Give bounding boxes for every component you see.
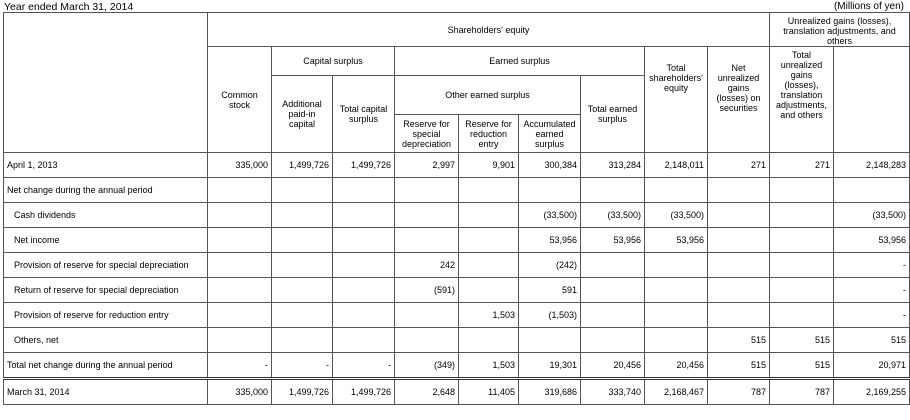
cell-net-unrealized-gains [708,253,770,278]
cell-total-earned-surplus [581,303,645,328]
cell-total-unrealized [770,203,834,228]
cell-accumulated-earned-surplus: (33,500) [519,203,581,228]
cell-total-capital-surplus: - [333,353,395,379]
cell-reserve-reduction-entry [459,228,519,253]
row-label: Provision of reserve for special depreciation [4,253,208,278]
cell-accumulated-earned-surplus: 319,686 [519,379,581,405]
header-other-earned-surplus: Other earned surplus [395,76,581,115]
table-row [4,228,910,253]
cell-total-unrealized [770,228,834,253]
cell-additional-paid-in [272,253,333,278]
row-label: Others, net [4,328,208,353]
cell-total-capital-surplus [333,178,395,203]
cell-additional-paid-in: 1,499,726 [272,153,333,178]
cell-total-net-assets: 2,148,283 [834,153,910,178]
cell-accumulated-earned-surplus: 19,301 [519,353,581,379]
cell-reserve-reduction-entry [459,278,519,303]
cell-total-earned-surplus: 333,740 [581,379,645,405]
cell-reserve-special-depreciation [395,203,459,228]
cell-total-shareholders-equity [645,253,708,278]
cell-total-earned-surplus: (33,500) [581,203,645,228]
row-label: March 31, 2014 [4,379,208,405]
cell-net-unrealized-gains [708,303,770,328]
cell-reserve-special-depreciation: 2,997 [395,153,459,178]
header-shareholders-equity: Shareholders' equity [208,13,770,47]
cell-total-net-assets: 53,956 [834,228,910,253]
cell-total-capital-surplus [333,228,395,253]
cell-total-earned-surplus [581,253,645,278]
cell-common-stock: 335,000 [208,153,272,178]
header-total-unrealized: Total unrealized gains (losses), translation adjustments, and others [770,47,834,153]
row-label: Cash dividends [4,203,208,228]
cell-reserve-reduction-entry [459,253,519,278]
cell-total-earned-surplus [581,328,645,353]
table-row [4,203,910,228]
cell-total-earned-surplus: 53,956 [581,228,645,253]
cell-reserve-special-depreciation: 2,648 [395,379,459,405]
cell-accumulated-earned-surplus [519,178,581,203]
table-row [4,379,910,405]
cell-total-unrealized: 515 [770,328,834,353]
header-total-earned-surplus: Total earned surplus [581,76,645,153]
header-common-stock: Common stock [208,47,272,153]
cell-accumulated-earned-surplus: 53,956 [519,228,581,253]
table-row [4,328,910,353]
cell-total-capital-surplus [333,303,395,328]
cell-total-unrealized [770,253,834,278]
cell-total-shareholders-equity: (33,500) [645,203,708,228]
row-label: Net income [4,228,208,253]
cell-reserve-special-depreciation [395,328,459,353]
label-column-header [4,13,208,153]
header-total-shareholders-equity: Total shareholders' equity [645,47,708,153]
cell-total-unrealized: 515 [770,353,834,379]
cell-common-stock [208,328,272,353]
cell-total-earned-surplus [581,278,645,303]
cell-additional-paid-in [272,228,333,253]
cell-total-net-assets: 20,971 [834,353,910,379]
cell-common-stock: 335,000 [208,379,272,405]
cell-total-shareholders-equity [645,178,708,203]
table-row [4,153,910,178]
cell-net-unrealized-gains [708,228,770,253]
cell-reserve-reduction-entry: 11,405 [459,379,519,405]
row-label: Provision of reserve for reduction entry [4,303,208,328]
cell-total-shareholders-equity: 20,456 [645,353,708,379]
cell-reserve-special-depreciation [395,178,459,203]
cell-net-unrealized-gains: 271 [708,153,770,178]
cell-total-shareholders-equity [645,303,708,328]
cell-common-stock [208,278,272,303]
cell-reserve-special-depreciation [395,303,459,328]
header-additional-paid-in: Additional paid-in capital [272,76,333,153]
cell-total-net-assets: 2,169,255 [834,379,910,405]
cell-additional-paid-in: - [272,353,333,379]
cell-reserve-reduction-entry [459,328,519,353]
cell-common-stock [208,303,272,328]
row-label: Total net change during the annual period [4,353,208,379]
cell-total-capital-surplus [333,278,395,303]
table-row [4,253,910,278]
units-note: (Millions of yen) [833,1,904,12]
cell-total-earned-surplus: 313,284 [581,153,645,178]
table-row [4,353,910,379]
cell-total-capital-surplus [333,253,395,278]
cell-net-unrealized-gains [708,203,770,228]
cell-total-unrealized [770,303,834,328]
cell-additional-paid-in [272,303,333,328]
cell-additional-paid-in [272,178,333,203]
cell-total-shareholders-equity: 2,148,011 [645,153,708,178]
cell-reserve-reduction-entry: 1,503 [459,303,519,328]
cell-reserve-reduction-entry [459,203,519,228]
header-total-capital-surplus: Total capital surplus [333,76,395,153]
header-reserve-reduction-entry: Reserve for reduction entry [459,115,519,153]
cell-common-stock [208,228,272,253]
cell-total-unrealized [770,278,834,303]
cell-total-shareholders-equity [645,328,708,353]
cell-accumulated-earned-surplus [519,328,581,353]
table-body [4,153,910,405]
cell-reserve-special-depreciation: (349) [395,353,459,379]
header-accumulated-earned-surplus: Accumulated earned surplus [519,115,581,153]
cell-total-shareholders-equity [645,278,708,303]
cell-total-net-assets: 515 [834,328,910,353]
cell-total-net-assets: (33,500) [834,203,910,228]
header-reserve-special-depreciation: Reserve for special depreciation [395,115,459,153]
cell-accumulated-earned-surplus: 591 [519,278,581,303]
cell-total-unrealized: 787 [770,379,834,405]
header-capital-surplus: Capital surplus [272,47,395,76]
cell-common-stock [208,203,272,228]
cell-total-shareholders-equity: 53,956 [645,228,708,253]
table-row [4,278,910,303]
cell-additional-paid-in [272,203,333,228]
cell-reserve-reduction-entry: 9,901 [459,153,519,178]
table-row [4,178,910,203]
cell-reserve-special-depreciation: (591) [395,278,459,303]
cell-reserve-special-depreciation [395,228,459,253]
cell-total-net-assets [834,178,910,203]
row-label: Return of reserve for special depreciation [4,278,208,303]
cell-total-net-assets: - [834,253,910,278]
cell-total-earned-surplus: 20,456 [581,353,645,379]
cell-net-unrealized-gains [708,278,770,303]
cell-net-unrealized-gains: 515 [708,328,770,353]
cell-reserve-special-depreciation: 242 [395,253,459,278]
cell-total-capital-surplus: 1,499,726 [333,379,395,405]
cell-additional-paid-in: 1,499,726 [272,379,333,405]
header-unrealized-group: Unrealized gains (losses), translation adjustments, and others [770,13,910,47]
cell-net-unrealized-gains: 515 [708,353,770,379]
cell-common-stock [208,253,272,278]
cell-reserve-reduction-entry [459,178,519,203]
table-row [4,303,910,328]
header-earned-surplus: Earned surplus [395,47,645,76]
cell-net-unrealized-gains [708,178,770,203]
cell-total-shareholders-equity: 2,168,467 [645,379,708,405]
cell-total-unrealized: 271 [770,153,834,178]
cell-total-net-assets: - [834,278,910,303]
cell-total-capital-surplus [333,328,395,353]
row-label: Net change during the annual period [4,178,208,203]
cell-total-capital-surplus: 1,499,726 [333,153,395,178]
cell-additional-paid-in [272,278,333,303]
cell-total-net-assets: - [834,303,910,328]
cell-accumulated-earned-surplus: (1,503) [519,303,581,328]
cell-total-unrealized [770,178,834,203]
cell-common-stock [208,178,272,203]
row-label: April 1, 2013 [4,153,208,178]
statement-caption: Year ended March 31, 2014 [4,1,134,13]
cell-net-unrealized-gains: 787 [708,379,770,405]
cell-common-stock: - [208,353,272,379]
equity-changes-table [3,12,910,405]
header-net-unrealized-gains: Net unrealized gains (losses) on securities [708,47,770,153]
cell-total-capital-surplus [333,203,395,228]
cell-accumulated-earned-surplus: (242) [519,253,581,278]
cell-additional-paid-in [272,328,333,353]
cell-reserve-reduction-entry: 1,503 [459,353,519,379]
cell-accumulated-earned-surplus: 300,384 [519,153,581,178]
cell-total-earned-surplus [581,178,645,203]
